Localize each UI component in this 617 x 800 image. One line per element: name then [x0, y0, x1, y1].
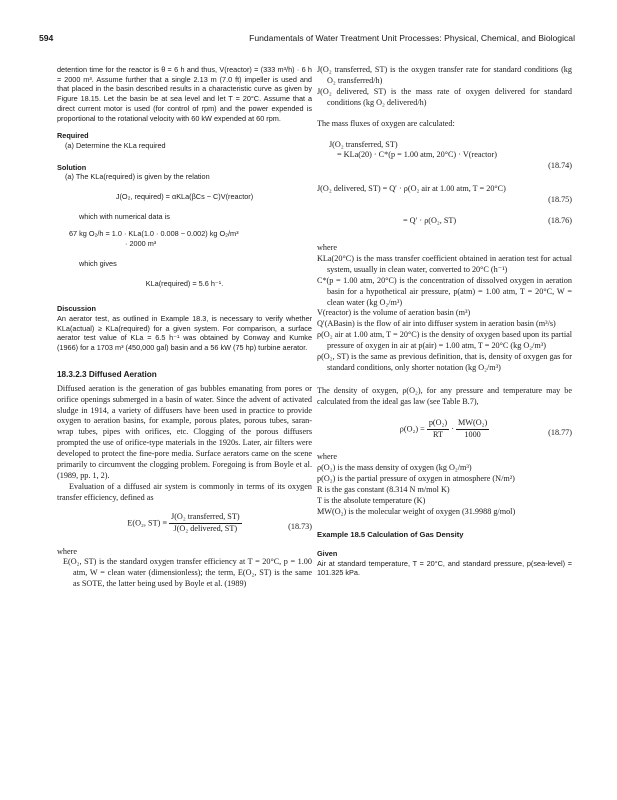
required-heading: Required [57, 131, 89, 141]
where-label-3: where [317, 452, 338, 462]
example-heading: Example 18.5 Calculation of Gas Density [317, 529, 464, 539]
equation-numerical-line1: 67 kg O₂/h = 1.0 · KLa(1.0 · 0.008 − 0.002) kg O₂/m³ [69, 229, 239, 239]
eq-18-75-number: (18.75) [548, 195, 572, 205]
eq-18-77-fraction-2 [456, 418, 489, 441]
eq-18-77-dot: · [451, 423, 454, 433]
eq-18-77-lhs: ρ(O₂) = [399, 423, 425, 433]
density-paragraph: The density of oxygen, ρ(O₂), for any pressure and temperature may be calculated from the ideal gas law (see Table B.7), [317, 385, 572, 406]
eq-18-74-line2 [317, 150, 572, 161]
page-header [39, 33, 575, 47]
eq-18-77-den1: RT [432, 429, 443, 439]
where-density-st: ρ(O₂, ST) is the same as previous definition, that is, density of oxygen gas for standard conditions, only shorter notation (kg O₂/m³) [317, 352, 572, 372]
efficiency-paragraph: Evaluation of a diffused air system is commonly in terms of its oxygen transfer efficiency, defined as [57, 481, 312, 502]
eq-18-73-number: (18.73) [288, 521, 312, 531]
where-label-2: where [317, 242, 338, 252]
eq-18-77-fraction-1 [427, 418, 449, 441]
eq-18-73-lhs: E(O₂, ST) ≡ [127, 518, 167, 528]
equation-kla-relation: J(O₂, required) = αKLa(βCs − C)V(reactor) [115, 192, 254, 202]
definition-delivered: J(O₂ delivered, ST) is the mass rate of oxygen delivered for standard conditions (kg O₂ delivered/h) [317, 86, 572, 107]
section-heading-diffused-aeration: 18.3.2.3 Diffused Aeration [57, 369, 157, 379]
discussion-heading: Discussion [57, 304, 96, 314]
eq-18-76 [317, 216, 572, 227]
eq-18-73-denominator: J(O₂ delivered, ST) [173, 523, 238, 533]
where-volume: V(reactor) is the volume of aeration basin (m³) [317, 308, 471, 318]
var-density: ρ(O₂) is the mass density of oxygen (kg O₂/m³) [317, 463, 472, 473]
var-partial-pressure: p(O₂) is the partial pressure of oxygen in atmosphere (N/m²) [317, 474, 515, 484]
given-text: Air at standard temperature, T = 20°C, and standard pressure, p(sea-level) = 101.325 kPa. [317, 558, 572, 578]
required-item: (a) Determine the KLa required [65, 140, 166, 150]
equation-18-77 [317, 418, 572, 441]
where-kla: KLa(20°C) is the mass transfer coefficient obtained in aeration test for actual system, usually in clean water, converted to 20°C (h⁻¹) [317, 253, 572, 274]
equation-kla-result: KLa(required) = 5.6 h⁻¹. [145, 278, 224, 288]
definition-sote: E(O₂, ST) is the standard oxygen transfer efficiency at T = 20°C, p = 1.00 atm, W = clean water (dimensionless); the term, E(O₂, ST) is the same as SOTE, the latter being used by Boyle et al. (1989) [63, 557, 312, 589]
equation-numerical-line2: · 2000 m³ [125, 239, 157, 249]
where-density: ρ(O₂ air at 1.00 atm, T = 20°C) is the density of oxygen based upon its partial pressure of oxygen in air at p(air) = 1.00 atm, T = 20°C (kg O₂/m³) [317, 330, 572, 351]
var-gas-constant: R is the gas constant (8.314 N m/mol K) [317, 485, 450, 495]
which-gives-text: which gives [79, 258, 117, 268]
given-heading: Given [317, 548, 338, 558]
discussion-paragraph: An aerator test, as outlined in Example 18.3, is necessary to verify whether KLa(actual) ≥ KLa(required) for a given system. For comparison, a surface aerator test value of KLa = 6.5 h⁻¹ was obtained by Conway and Kumke (1966) for a 1703 m³ (450,000 gal) basin and a 56 kW (75 hp) turbine aerator. [57, 313, 312, 353]
var-temperature: T is the absolute temperature (K) [317, 496, 426, 506]
eq-18-75: J(O₂ delivered, ST) = Q′ · ρ(O₂ air at 1.00 atm, T = 20°C) [317, 184, 506, 194]
mass-flux-text: The mass fluxes of oxygen are calculated: [317, 118, 455, 128]
where-air-flow: Q′(ABasin) is the flow of air into diffuser system in aeration basin (m³/s) [317, 319, 556, 329]
solution-item: (a) The KLa(required) is given by the relation [65, 172, 210, 182]
which-numerical-text: which with numerical data is [79, 211, 170, 221]
eq-18-74-rhs: = KLa(20) · C*(p = 1.00 atm, 20°C) · V(reactor) [337, 150, 497, 160]
intro-paragraph: detention time for the reactor is θ = 6 h and thus, V(reactor) = (333 m³/h) · 6 h = 2000 m³. Assume further that a single 2.13 m (7.0 ft) impeller is used and that placed in the basin described results in a characteristic curve as given by Figure 18.15. Let the basin be at sea level and let T = 20°C. Assume that a direct current motor is used (for control of rpm) and the power expended is proportional to the rotational velocity with 60 kW expended at 60 rpm. [57, 65, 312, 123]
eq-18-77-num2: MW(O₂) [456, 418, 489, 430]
eq-18-77-number: (18.77) [548, 427, 572, 437]
eq-18-77-den2: 1000 [464, 429, 481, 439]
eq-18-73-fraction [169, 512, 242, 535]
where-cstar: C*(p = 1.00 atm, 20°C) is the concentration of dissolved oxygen in aeration basin for a hypothetical air pressure, p(atm) = 1.00 atm, T = 20°C, W = clean water (kg O₂/m³) [317, 275, 572, 307]
where-label: where [57, 546, 78, 556]
eq-18-74-line1: J(O₂ transferred, ST) [329, 139, 398, 149]
definition-transferred: J(O₂ transferred, ST) is the oxygen transfer rate for standard conditions (kg O₂ transferred/h) [317, 65, 572, 85]
left-column [57, 65, 312, 590]
eq-18-73-numerator: J(O₂ transferred, ST) [169, 512, 242, 524]
eq-18-76-rhs: = Q′ · ρ(O₂, ST) [403, 216, 457, 226]
eq-18-76-number: (18.76) [548, 216, 572, 226]
right-column [317, 65, 572, 578]
solution-heading: Solution [57, 162, 87, 172]
var-molecular-weight: MW(O₂) is the molecular weight of oxygen (31.9988 g/mol) [317, 507, 516, 516]
diffused-aeration-paragraph: Diffused aeration is the generation of gas bubbles emanating from pores or orifice openings submerged in a basin of water. Since the advent of activated sludge in 1914, a variety of diffusers have been used in practice to provide oxygen to aeration basins, for example, porous plates, porous tubes, saran-wrap tubes, pipes with orifices, etc. Clogging of the porous diffusers prompted the use of orifice-type materials in the 1920s. Later, air filters were developed to protect the fine-pore media. Surface aerators came on the scene primarily to circumvent the clogging problem. Foregoing is from Boyle et al. (1989, pp. 1, 2). [57, 383, 312, 481]
equation-18-73 [57, 512, 312, 535]
eq-18-74-number: (18.74) [548, 161, 572, 171]
running-title: Fundamentals of Water Treatment Unit Processes: Physical, Chemical, and Biological [249, 33, 575, 43]
page-number: 594 [39, 33, 54, 43]
eq-18-77-num1: p(O₂) [427, 418, 449, 430]
